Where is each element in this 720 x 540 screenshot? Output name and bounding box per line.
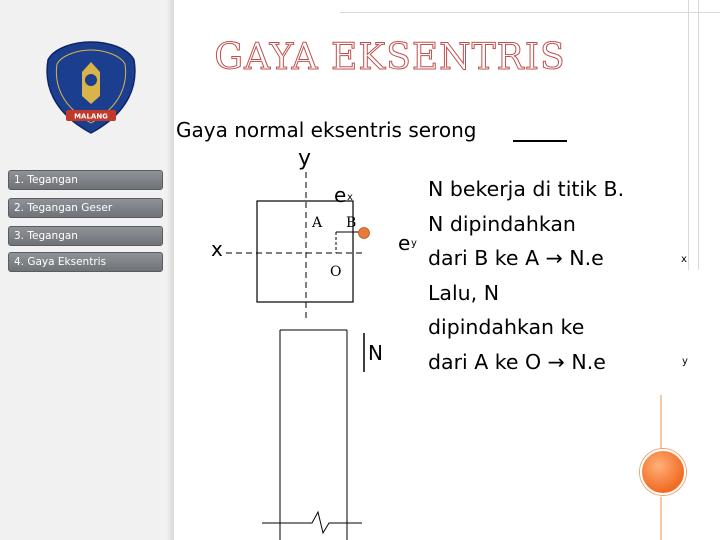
page-title: GAYA EKSENTRIS bbox=[214, 37, 566, 78]
suffix-y: y bbox=[682, 356, 688, 367]
ey-subscript: y bbox=[411, 238, 417, 249]
description-line: N bekerja di titik B. bbox=[428, 177, 625, 201]
point-o-label: O bbox=[330, 264, 342, 280]
ex-label: e bbox=[334, 183, 347, 207]
description bbox=[428, 172, 624, 379]
cross-section bbox=[257, 201, 353, 302]
description-line: dari A ke O → N.e bbox=[428, 349, 606, 374]
sidebar-item-tegangan-3[interactable]: 3. Tegangan bbox=[8, 226, 163, 246]
sidebar-item-tegangan-geser[interactable]: 2. Tegangan Geser bbox=[8, 198, 163, 218]
decor-circle bbox=[640, 449, 686, 495]
ey-label: e bbox=[398, 231, 411, 255]
suffix-x: x bbox=[681, 254, 687, 265]
point-b-label: B bbox=[346, 215, 357, 231]
decor-line-top bbox=[660, 395, 662, 449]
description-line: dipindahkan ke bbox=[428, 315, 585, 339]
sidebar-item-gaya-eksentris[interactable]: 4. Gaya Eksentris bbox=[8, 252, 163, 272]
ex-subscript: x bbox=[347, 192, 353, 203]
description-line: Lalu, N bbox=[428, 280, 500, 305]
section-subtitle: Gaya normal eksentris serong bbox=[176, 118, 477, 142]
point-a-label: A bbox=[312, 215, 323, 231]
x-axis-label: x bbox=[211, 237, 223, 261]
point-b-marker bbox=[359, 228, 370, 239]
decor-line-bottom bbox=[660, 497, 662, 540]
sidebar-item-tegangan[interactable]: 1. Tegangan bbox=[8, 170, 163, 190]
y-axis-label: y bbox=[298, 146, 312, 171]
force-label: N bbox=[368, 341, 383, 365]
svg-text:MALANG: MALANG bbox=[74, 112, 108, 121]
description-line: N dipindahkan bbox=[428, 211, 576, 236]
description-line: dari B ke A → N.e bbox=[428, 246, 604, 270]
